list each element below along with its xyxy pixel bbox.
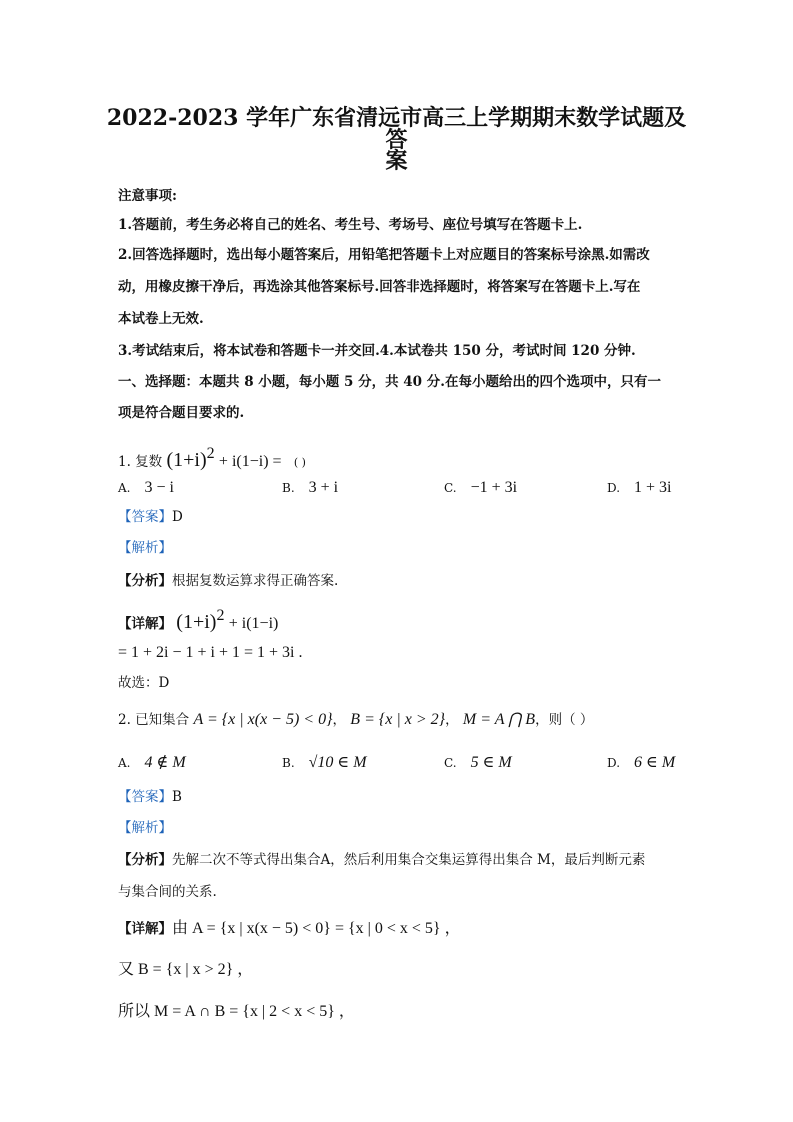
option-label: A. (118, 481, 131, 495)
option-value: 4 ∉ M (144, 754, 186, 771)
fenxi-text: 根据复数运算求得正确答案. (172, 573, 339, 589)
answer-value: B (172, 789, 182, 805)
question-2-suffix: ，则（ ） (535, 712, 594, 728)
option-label: D. (607, 756, 621, 770)
option-label: B. (282, 756, 295, 770)
separator: ， (445, 712, 459, 728)
question-2-stem (118, 712, 593, 728)
question-2-fenxi (118, 854, 645, 868)
fenxi-text: 先解二次不等式得出集合A，然后利用集合交集运算得出集合 M，最后判断元素 (172, 852, 646, 868)
question-1-paren: ( ) (293, 456, 306, 469)
question-1-calc: = 1 + 2i − 1 + i + 1 = 1 + 3i . (118, 644, 303, 661)
question-1-answer (118, 511, 183, 525)
question-2-option-c (444, 755, 512, 771)
question-2-prefix: 2. 已知集合 (118, 712, 190, 728)
option-value: √10 ∈ M (308, 754, 367, 771)
separator: ， (332, 712, 346, 728)
option-label: D. (607, 481, 621, 495)
section-heading-line1: 一、选择题：本题共 8 小题，每小题 5 分，共 40 分.在每小题给出的四个选项中，只有一 (118, 374, 661, 390)
option-value: 1 + 3i (634, 479, 672, 496)
answer-tag: 【答案】 (118, 789, 172, 805)
option-label: A. (118, 756, 131, 770)
question-1-stem (118, 446, 306, 470)
question-1-option-b (282, 480, 338, 496)
section-heading-line2: 项是符合题目要求的. (118, 405, 245, 421)
question-2-detail-line3: 所以 M = A ∩ B = {x | 2 < x < 5} ， (118, 1003, 355, 1020)
document-title-line2: 案 (385, 148, 408, 174)
notice-item-3: 3.考试结束后，将本试卷和答题卡一并交回.4.本试卷共 150 分，考试时间 120 分钟. (118, 343, 636, 359)
question-1-detail (118, 608, 278, 632)
option-value: −1 + 3i (470, 479, 518, 496)
detail-expr-a: (1+i) (176, 611, 217, 633)
detail-expr-sup: 2 (216, 607, 225, 624)
detail-tag: 【详解】 (118, 616, 172, 632)
option-value: 3 + i (308, 479, 339, 496)
answer-value: D (172, 509, 183, 525)
question-1-choose: 故选：D (118, 675, 170, 691)
question-1-fenxi (118, 575, 338, 589)
question-1-expr-a: (1+i) (166, 449, 207, 471)
question-2-answer (118, 791, 182, 805)
question-1-expr-sup: 2 (206, 445, 215, 462)
question-2-detail (118, 921, 461, 937)
question-2-set-b: B = {x | x > 2} (350, 711, 446, 728)
question-1-option-d (607, 480, 671, 496)
detail-tag: 【详解】 (118, 921, 172, 937)
document-title-line1: 2022-2023 学年广东省清远市高三上学期期末数学试题及答 (106, 105, 687, 153)
option-value: 3 − i (144, 479, 174, 496)
option-label: B. (282, 481, 295, 495)
question-2-set-m: M = A ⋂ B (462, 711, 536, 728)
question-1-option-c (444, 480, 517, 496)
option-value: 6 ∈ M (634, 754, 676, 771)
fenxi-tag: 【分析】 (118, 573, 172, 589)
option-label: C. (444, 481, 457, 495)
notice-heading: 注意事项: (118, 188, 177, 204)
question-1-prefix: 1. 复数 (118, 454, 163, 470)
question-2-option-a (118, 755, 186, 771)
detail-expr-b: + i(1−i) (228, 615, 279, 632)
notice-item-2-line1: 2.回答选择题时，选出每小题答案后，用铅笔把答题卡上对应题目的答案标号涂黑.如需改 (118, 247, 650, 263)
question-2-fenxi-line2: 与集合间的关系. (118, 884, 217, 900)
notice-item-2-line3: 本试卷上无效. (118, 311, 204, 327)
question-1-analysis-tag: 【解析】 (118, 540, 172, 556)
option-label: C. (444, 756, 457, 770)
question-1-option-a (118, 480, 174, 496)
answer-tag: 【答案】 (118, 509, 172, 525)
detail-line1: 由 A = {x | x(x − 5) < 0} = {x | 0 < x < 5} ， (172, 920, 461, 937)
fenxi-tag: 【分析】 (118, 852, 172, 868)
question-2-analysis-tag: 【解析】 (118, 820, 172, 836)
question-1-expr-b: + i(1−i) = (218, 453, 282, 470)
question-2-set-a: A = {x | x(x − 5) < 0} (193, 711, 333, 728)
notice-item-1: 1.答题前，考生务必将自己的姓名、考生号、考场号、座位号填写在答题卡上. (118, 217, 583, 233)
question-2-option-d (607, 755, 675, 771)
question-2-detail-line2: 又 B = {x | x > 2} ， (118, 961, 254, 978)
option-value: 5 ∈ M (470, 754, 512, 771)
notice-item-2-line2: 动，用橡皮擦干净后，再选涂其他答案标号.回答非选择题时，将答案写在答题卡上.写在 (118, 279, 641, 295)
question-2-option-b (282, 755, 367, 771)
